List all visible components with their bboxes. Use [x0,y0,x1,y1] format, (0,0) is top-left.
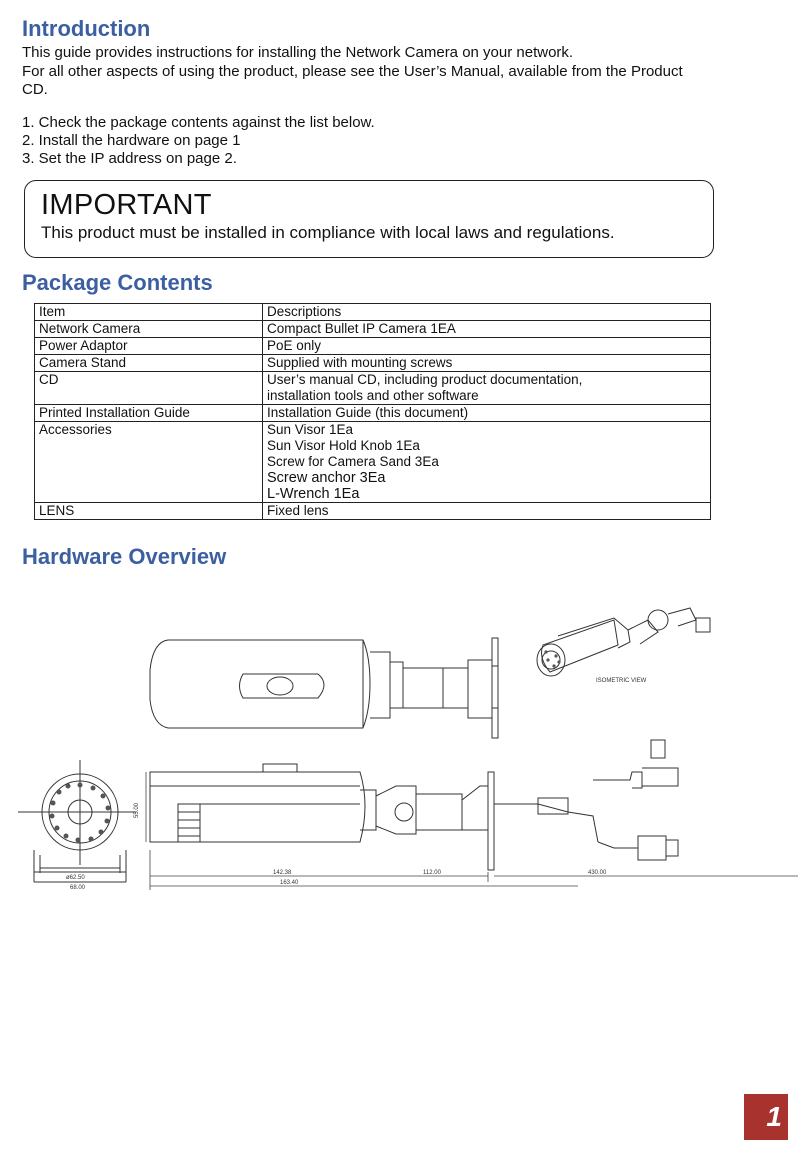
row-desc [263,372,711,405]
table-row [35,372,711,405]
row-desc [263,422,711,503]
row-desc [263,355,711,372]
table-row [35,355,711,372]
header-descriptions: Descriptions [263,304,711,321]
desc-line: PoE only [267,338,322,353]
step-3: 3. Set the IP address on page 2. [22,150,237,167]
dimension-label: 430.00 [588,870,607,876]
desc-line: L-Wrench 1Ea [267,486,360,502]
row-item: Accessories [35,422,263,503]
row-item: Printed Installation Guide [35,405,263,422]
row-item: Power Adaptor [35,338,263,355]
row-item: Camera Stand [35,355,263,372]
desc-line: Installation Guide (this document) [267,405,469,420]
desc-line: installation tools and other software [267,388,479,403]
row-desc [263,338,711,355]
hardware-overview-heading: Hardware Overview [22,544,227,569]
important-notice [24,180,714,258]
important-text: This product must be installed in compliance with local laws and regulations. [41,223,615,242]
dimension-label: 68.00 [70,885,86,891]
step-2: 2. Install the hardware on page 1 [22,132,241,149]
desc-line: User’s manual CD, including product documentation, [267,372,583,387]
page-number-badge: 1 [744,1094,788,1140]
row-desc [263,405,711,422]
row-desc [263,503,711,520]
intro-line-3: CD. [22,81,48,98]
table-row [35,503,711,520]
step-1: 1. Check the package contents against the list below. [22,114,375,131]
desc-line: Screw anchor 3Ea [267,470,386,486]
package-contents-heading: Package Contents [22,270,213,295]
package-contents-table [34,303,711,520]
table-row [35,321,711,338]
desc-line: Sun Visor Hold Knob 1Ea [267,438,420,453]
table-header-row [35,304,711,321]
dimension-label: 142.38 [273,870,292,876]
camera-technical-drawing [18,590,798,900]
intro-line-2: For all other aspects of using the product, please see the User’s Manual, available from the Product [22,63,683,80]
desc-line: Supplied with mounting screws [267,355,453,370]
table-row [35,338,711,355]
desc-line: Screw for Camera Sand 3Ea [267,454,439,469]
row-item: CD [35,372,263,405]
label-isometric-view: ISOMETRIC VIEW [596,678,647,684]
header-item: Item [35,304,263,321]
desc-line: Compact Bullet IP Camera 1EA [267,321,456,336]
table-row [35,422,711,503]
desc-line: Sun Visor 1Ea [267,422,354,437]
dimension-label: 163.40 [280,880,299,886]
important-title: IMPORTANT [41,189,212,221]
dimension-label: 112.00 [423,870,441,876]
row-item: LENS [35,503,263,520]
introduction-heading: Introduction [22,16,151,41]
row-item: Network Camera [35,321,263,338]
table-row [35,405,711,422]
desc-line: Fixed lens [267,503,329,518]
row-desc [263,321,711,338]
intro-line-1: This guide provides instructions for installing the Network Camera on your network. [22,44,574,61]
dimension-label: ø62.50 [66,875,85,881]
dimension-label: 55.00 [134,802,140,818]
